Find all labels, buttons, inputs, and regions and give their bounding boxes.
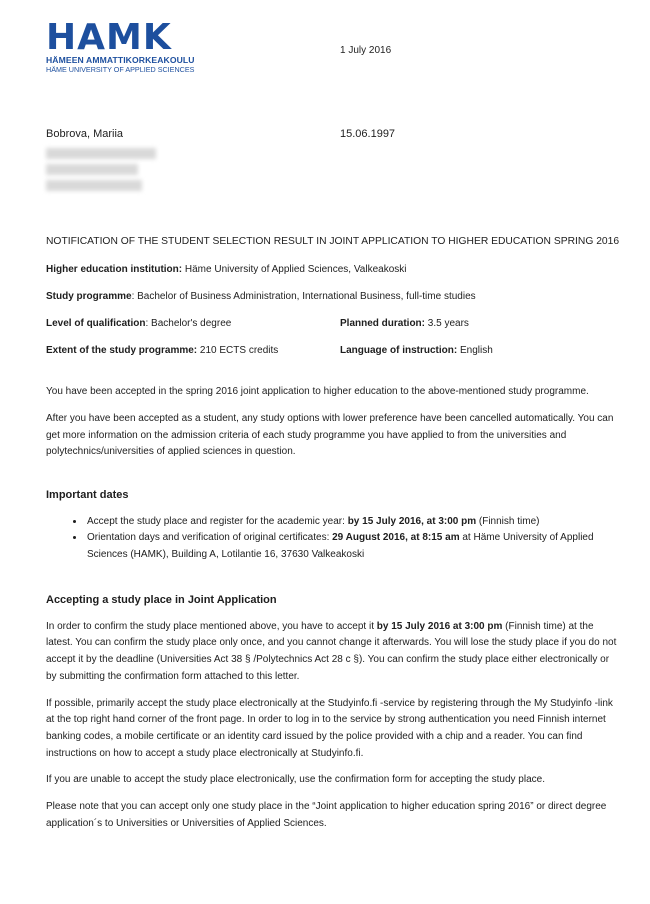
- institution-label: Higher education institution:: [46, 264, 183, 275]
- date-2-deadline: 29 August 2016, at 8:15 am: [332, 532, 460, 544]
- qualification-value: : Bachelor's degree: [145, 318, 232, 329]
- accepting-deadline: by 15 July 2016 at 3:00 pm: [376, 620, 503, 632]
- acceptance-paragraph: [46, 384, 618, 401]
- programme-label: Study programme: [46, 291, 132, 302]
- letter-title: NOTIFICATION OF THE STUDENT SELECTION RESULT IN JOINT APPLICATION TO HIGHER EDUCATION SPRING 2016: [46, 236, 620, 247]
- language-line: [340, 345, 493, 356]
- accepting-heading: Accepting a study place in Joint Application: [46, 594, 277, 606]
- recipient-birth-date: 15.06.1997: [340, 128, 396, 140]
- date-2-location: at Häme University of Applied Sciences (HAMK), Building A, Lotilantie 16, 37630 Valkeakoski: [87, 532, 594, 560]
- accepting-p1-text: In order to confirm the study place mentioned above, you have to accept it: [46, 620, 377, 632]
- letter-date: 1 July 2016: [340, 45, 392, 56]
- qualification-label: Level of qualification: [46, 318, 146, 329]
- language-label: Language of instruction:: [340, 345, 458, 356]
- logo-subtitle-finnish: HÄMEEN AMMATTIKORKEAKOULU: [46, 55, 195, 65]
- accepting-p1-rest: (Finnish time) at the latest. You can confirm the study place only once, and you cannot change it afterwards. You will lose the study place if you do not accept it by the deadline (Universities Act 38 § /Polytechnics Act 28 c §). You can confirm the study place either electronically or by submitting the confirmation form attached to this letter.: [46, 620, 617, 682]
- accepting-paragraph-2: If possible, primarily accept the study place electronically at the Studyinfo.fi -service by registering through the My Studyinfo -link at the top right hand corner of the front page. In order to log in to the service by strong authentication you need Finnish internet banking codes, a mobile certificate or an identity card issued by the police provided with a chip and a reader. You can find instructions on how to accept a study place electronically at Studyinfo.fi.: [46, 697, 613, 759]
- accepting-paragraph-4: Please note that you can accept only one study place in the “Joint application to higher education spring 2016” or direct degree application´s to Universities or Universities of Applied Sciences.: [46, 801, 607, 829]
- preference-paragraph: [46, 411, 618, 461]
- accepting-paragraph-1: [46, 619, 618, 686]
- accepting-paragraph-3: If you are unable to accept the study place electronically, use the confirmation form for accepting the study place.: [46, 774, 545, 786]
- important-dates-heading: Important dates: [46, 489, 129, 501]
- institution-value: Häme University of Applied Sciences, Valkeakoski: [184, 264, 407, 275]
- duration-label: Planned duration:: [340, 318, 425, 329]
- date-2-text: Orientation days and verification of original certificates:: [87, 532, 333, 544]
- logo-subtitle-english: HÄME UNIVERSITY OF APPLIED SCIENCES: [46, 65, 195, 74]
- recipient-name: Bobrova, Mariia: [46, 128, 124, 140]
- important-dates-section: [46, 487, 618, 563]
- extent-value: 210 ECTS credits: [199, 345, 279, 356]
- duration-line: [340, 318, 469, 329]
- date-1-deadline: by 15 July 2016, at 3:00 pm: [347, 515, 477, 527]
- language-value: English: [460, 345, 493, 356]
- hamk-logo: [46, 17, 195, 74]
- list-item: [85, 530, 618, 563]
- duration-value: 3.5 years: [427, 318, 469, 329]
- acceptance-text: You have been accepted in the spring 2016 joint application to higher education to the above-mentioned study programme.: [46, 386, 589, 397]
- programme-line: [46, 291, 476, 302]
- programme-value: : Bachelor of Business Administration, International Business, full-time studies: [131, 291, 476, 302]
- date-1-note: (Finnish time): [476, 515, 540, 527]
- qualification-line: [46, 318, 231, 329]
- list-item: [85, 514, 618, 531]
- institution-line: [46, 264, 406, 275]
- extent-line: [46, 345, 278, 356]
- logo-wordmark: HAMK: [46, 17, 172, 58]
- accepting-section: [46, 592, 618, 832]
- important-dates-list: [46, 514, 618, 564]
- preference-text: After you have been accepted as a student, any study options with lower preference have been cancelled automatically. You can get more information on the admission criteria of each study programme you have applied to from the universities and polytechnics/universities of applied sciences in question.: [46, 413, 614, 458]
- extent-label: Extent of the study programme:: [46, 345, 198, 356]
- date-1-text: Accept the study place and register for the academic year:: [87, 515, 348, 527]
